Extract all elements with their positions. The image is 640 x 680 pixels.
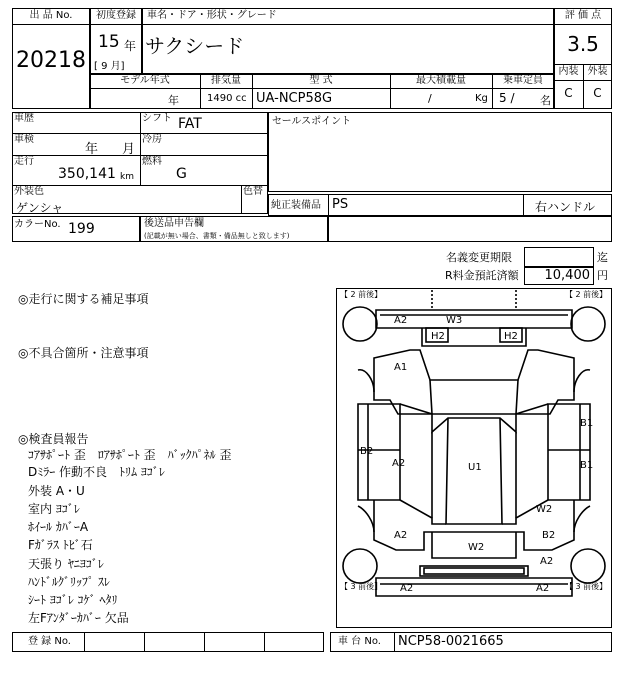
- mark-b2-rear: B2: [542, 530, 556, 541]
- driving-title: ◎走行に関する補足事項: [18, 292, 149, 306]
- mark-w3: W3: [446, 315, 463, 326]
- first-reg-year: 15: [98, 32, 120, 52]
- steering-value: 右ハンドル: [535, 200, 596, 214]
- mark-h2-left: H2: [431, 331, 445, 342]
- max-load-label: 最大積載量: [416, 75, 466, 86]
- sales-points-label: セールスポイント: [272, 116, 352, 127]
- color-no-value: 199: [68, 221, 95, 237]
- mark-w2-quarter: W2: [536, 504, 553, 515]
- year-suffix: 年: [124, 39, 137, 53]
- mark-w2-rear: W2: [468, 542, 485, 553]
- aftermarket-right-box: [328, 216, 612, 242]
- capacity-label: 乗車定員: [503, 75, 543, 86]
- recycle-unit: 円: [597, 269, 608, 282]
- report-line: ｺｱｻﾎﾟｰﾄ 歪 ﾛｱｻﾎﾟｰﾄ 歪 ﾊﾞｯｸﾊﾟﾈﾙ 歪: [28, 448, 232, 462]
- report-line: 左Fｱﾝﾀﾞｰｶﾊﾞｰ 欠品: [28, 611, 129, 625]
- mark-a2-quarter: A2: [394, 530, 408, 541]
- color-value: ゲンシャ: [16, 201, 64, 215]
- car-name: サクシード: [145, 34, 245, 58]
- shift-value: FAT: [178, 116, 202, 132]
- color-no-label: カラーNo.: [14, 219, 61, 230]
- mileage-label: 走行: [14, 156, 34, 167]
- shaken-label: 車検: [14, 134, 34, 145]
- defects-title: ◎不具合箇所・注意事項: [18, 346, 149, 360]
- fuel-label: 燃料: [142, 156, 162, 167]
- report-line: ｼｰﾄ ﾖｺﾞﾚ ｺｹﾞ ﾍﾀﾘ: [28, 593, 118, 607]
- mark-a2-front: A2: [394, 315, 408, 326]
- mark-a2-door: A2: [392, 458, 406, 469]
- inspector-title: ◎検査員報告: [18, 432, 89, 446]
- name-change-box: [524, 247, 594, 267]
- mark-h2-right: H2: [504, 331, 518, 342]
- mark-a2-rear-right: A2: [536, 583, 550, 594]
- type-label: 型 式: [309, 75, 333, 86]
- aftermarket-note: (記載が無い場合、書類・備品無しと致します): [144, 232, 290, 240]
- corner-bl: 【 3 前後】: [340, 582, 383, 591]
- lot-number: 20218: [16, 48, 86, 73]
- max-load-unit: Kg: [475, 93, 488, 104]
- repaint-label: 色替: [243, 186, 263, 197]
- car-name-label: 車名・ドア・形状・グレード: [147, 10, 277, 21]
- corner-br: 【 3 前後】: [565, 582, 608, 591]
- interior-label: 内装: [558, 66, 579, 77]
- score-value: 3.5: [567, 32, 599, 56]
- report-line: Dﾐﾗｰ 作動不良 ﾄﾘﾑ ﾖｺﾞﾚ: [28, 465, 165, 479]
- reg-no-label: 登 録 No.: [28, 636, 71, 647]
- recycle-amount: 10,400: [544, 268, 590, 283]
- report-line: Fｶﾞﾗｽ ﾄﾋﾞ石: [28, 538, 93, 552]
- capacity-unit: 名: [540, 94, 551, 107]
- recycle-label: R料金預託済額: [445, 269, 519, 282]
- lot-label: 出 品 No.: [29, 10, 73, 21]
- first-reg-label: 初度登録: [96, 10, 136, 21]
- chassis-label: 車 台 No.: [338, 636, 381, 647]
- mark-b1-right: B1: [580, 418, 594, 429]
- report-line: 天張り ﾔﾆﾖｺﾞﾚ: [28, 557, 104, 571]
- mark-a1: A1: [394, 362, 408, 373]
- mark-a2-fender-right: A2: [540, 556, 554, 567]
- mileage-value: 350,141: [58, 166, 116, 182]
- report-line: ﾊﾝﾄﾞﾙｸﾞﾘｯﾌﾟ ｽﾚ: [28, 575, 110, 589]
- shift-label: シフト: [142, 113, 172, 124]
- name-change-unit: 迄: [597, 251, 608, 264]
- report-line: 室内 ﾖｺﾞﾚ: [28, 502, 80, 516]
- shaken-year: 年: [85, 142, 99, 157]
- displacement-value: 1490 cc: [207, 93, 247, 104]
- interior-grade: C: [564, 86, 573, 100]
- report-line: 外装 A・U: [28, 484, 85, 498]
- mark-b2-left: B2: [360, 446, 374, 457]
- chassis-no: NCP58-0021665: [398, 634, 504, 649]
- report-line: ﾎｲｰﾙ ｶﾊﾞｰA: [28, 520, 89, 534]
- ac-label: 冷房: [142, 134, 162, 145]
- max-load-value: /: [428, 92, 432, 105]
- name-change-label: 名義変更期限: [446, 251, 512, 264]
- first-reg-month: [ 9 月]: [94, 61, 125, 72]
- capacity-value: 5 /: [499, 91, 515, 105]
- model-year-suffix: 年: [168, 94, 179, 107]
- model-year-label: モデル年式: [120, 75, 170, 86]
- mark-b1-right2: B1: [580, 460, 594, 471]
- genuine-equipment-value: PS: [332, 197, 349, 212]
- mileage-unit: km: [120, 172, 134, 182]
- exterior-label: 外装: [587, 66, 608, 77]
- history-label: 車歴: [14, 113, 34, 124]
- shaken-month: 月: [122, 142, 136, 157]
- corner-tr: 【 2 前後】: [565, 290, 608, 299]
- corner-tl: 【 2 前後】: [340, 290, 383, 299]
- color-label: 外装色: [14, 186, 44, 197]
- fuel-value: G: [176, 166, 187, 182]
- genuine-equipment-label: 純正装備品: [271, 200, 321, 211]
- score-label: 評 価 点: [564, 10, 602, 21]
- exterior-grade: C: [593, 86, 602, 100]
- aftermarket-label: 後送品申告欄: [144, 218, 204, 229]
- mark-u1: U1: [468, 462, 482, 473]
- mark-a2-rear-left: A2: [400, 583, 414, 594]
- car-diagram: [336, 288, 612, 628]
- displacement-label: 排気量: [211, 75, 241, 86]
- type-value: UA-NCP58G: [256, 91, 333, 106]
